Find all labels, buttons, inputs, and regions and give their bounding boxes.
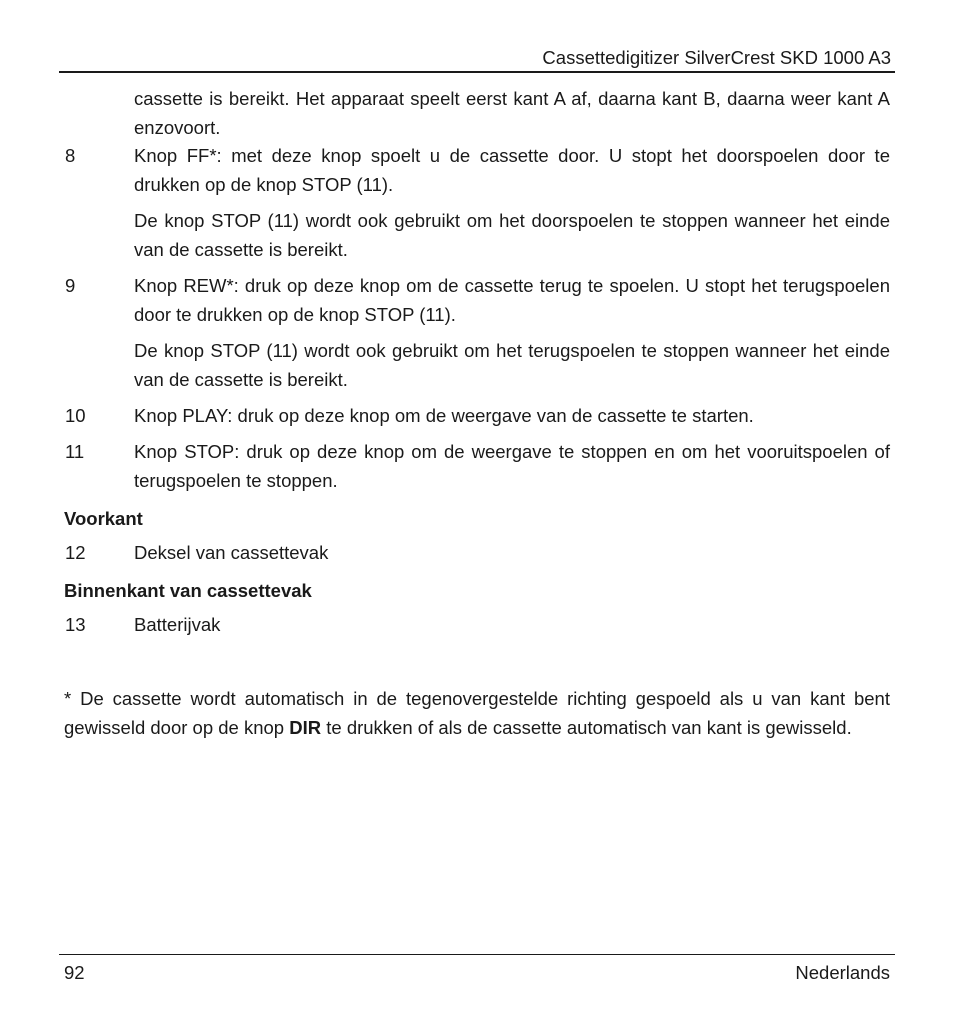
item-number: 8: [65, 145, 76, 166]
footer-rule: [59, 954, 895, 955]
footnote-dir-label: DIR: [289, 717, 322, 738]
section-heading-binnenkant: Binnenkant van cassettevak: [64, 580, 312, 601]
footnote: [64, 684, 890, 742]
item-paragraph: Knop STOP: druk op deze knop om de weergave te stoppen en om het vooruitspoelen of terugspoelen te stoppen.: [134, 441, 890, 491]
header-rule: [59, 71, 895, 73]
item-paragraph: Deksel van cassettevak: [134, 542, 329, 563]
item-number: 11: [65, 441, 85, 462]
item-paragraph: Knop FF*: met deze knop spoelt u de cassette door. U stopt het doorspoelen door te drukken op de knop STOP (11).: [134, 145, 890, 195]
item-paragraph: Knop PLAY: druk op deze knop om de weergave van de cassette te starten.: [134, 405, 754, 426]
footer-language: Nederlands: [795, 962, 890, 983]
footnote-text-after: te drukken of als de cassette automatisch van kant is gewisseld.: [321, 717, 852, 738]
item-number: 13: [65, 614, 86, 635]
item-number: 10: [65, 405, 86, 426]
item-paragraph: De knop STOP (11) wordt ook gebruikt om het terugspoelen te stoppen wanneer het einde van de cassette is bereikt.: [134, 340, 890, 390]
item-paragraph: cassette is bereikt. Het apparaat speelt eerst kant A af, daarna kant B, daarna weer kant A enzovoort.: [134, 88, 890, 138]
item-paragraph: Knop REW*: druk op deze knop om de cassette terug te spoelen. U stopt het terugspoelen door te drukken op de knop STOP (11).: [134, 275, 890, 325]
item-number: 12: [65, 542, 86, 563]
section-heading-voorkant: Voorkant: [64, 508, 143, 529]
page-number: 92: [64, 962, 85, 983]
page-header-title: Cassettedigitizer SilverCrest SKD 1000 A3: [542, 47, 891, 68]
item-paragraph: Batterijvak: [134, 614, 221, 635]
footnote-text-before: * De cassette wordt automatisch in de tegenovergestelde richting gespoeld als u van kant bent gewisseld door op de knop: [64, 688, 890, 738]
item-number: 9: [65, 275, 76, 296]
item-paragraph: De knop STOP (11) wordt ook gebruikt om het doorspoelen te stoppen wanneer het einde van de cassette is bereikt.: [134, 210, 890, 260]
